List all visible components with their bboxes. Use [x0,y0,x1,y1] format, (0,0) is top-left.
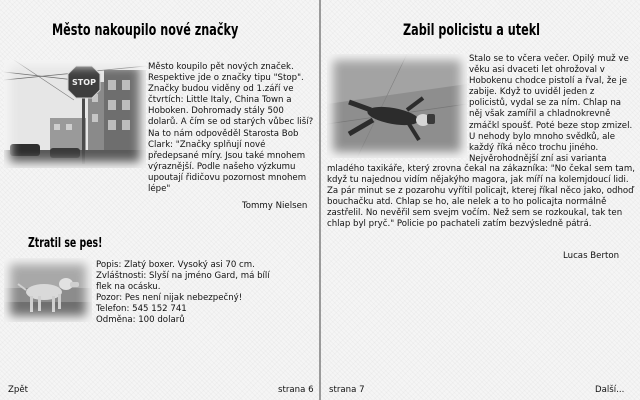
right-page [321,0,640,400]
dog-image [4,258,92,322]
article3-body-full: mladého taxikáře, který zrovna čekal na zákazníka: "No čekal sem tam, když tu najednou vidím nějakýho magora, jak míří na kolemjdoucí lidi. Za pár minut se z pozarohu vyřítil policajt, kterej říkal něco jako, odhoď bouchačku atd. Chlap se ho, ale nelek a to ho policajta normálně zastřelil. No nevěřil sem svejm vočím. Než sem se rozkoukal, tak ten chlap byl pryč." Policie po pachateli zatím bezvýsledně pátrá. [327,164,635,230]
next-button[interactable]: Další... [595,385,625,395]
article2-details [96,260,314,327]
dog-features: Zvláštnosti: Slyší na jméno Gard, má bílí flek na ocásku. [96,271,270,293]
article1-body: Město koupilo pět nových značek. Respektive jde o značky tipu "Stop". Značky budou viděny od 1.září ve čtvrtích: Little Italy, China Town a Hoboken. Dohromady stály 500 dolarů. A čím se od starých vůbec liší? Na to nám odpověděl Starosta Bob Clark: "Značky splňují nové předepsané míry. Jsou také mnohem výraznější. Podle našeho výzkumu upoutají řidičovu pozornost mnohem lépe" [148,62,314,195]
dog-reward: Odměna: 100 dolarů [96,315,185,326]
left-page [0,0,319,400]
stop-sign-image [4,60,146,168]
crime-scene-photo [327,54,467,158]
article1-title: Město nakoupilo nové značky [52,20,239,39]
article1-author: Tommy Nielsen [242,201,308,211]
article3-author: Lucas Berton [563,251,620,261]
dog-photo [4,258,92,322]
dog-description: Popis: Zlatý boxer. Vysoký asi 70 cm. [96,260,255,270]
article3-body-wrapped: Stalo se to včera večer. Opilý muž ve věku asi dvaceti let ohrožoval v Hobokenu chodce pistolí a řval, že je zabije. Když to uviděl jeden z policistů, vydal se za ním. Chlap na něj však zamířil a chladnokrevně zmáčkl spoušť. Poté beze stop zmizel. U nehody bylo mnoho svědků, ale každý říká něco trochu jiného. Nejvěrohodnější zní asi varianta [469,54,633,164]
page-number-right: strana 7 [329,385,365,395]
dog-phone: Telefon: 545 152 741 [96,304,187,315]
back-button[interactable]: Zpět [8,385,28,395]
article3-title: Zabil policistu a utekl [403,20,541,39]
crime-scene-image [327,54,467,158]
page-number-left: strana 6 [278,385,314,395]
article2-title: Ztratil se pes! [28,236,103,251]
svg-text:STOP: STOP [72,78,96,87]
stop-sign-photo [4,60,146,168]
dog-warning: Pozor: Pes není nijak nebezpečný! [96,293,243,304]
